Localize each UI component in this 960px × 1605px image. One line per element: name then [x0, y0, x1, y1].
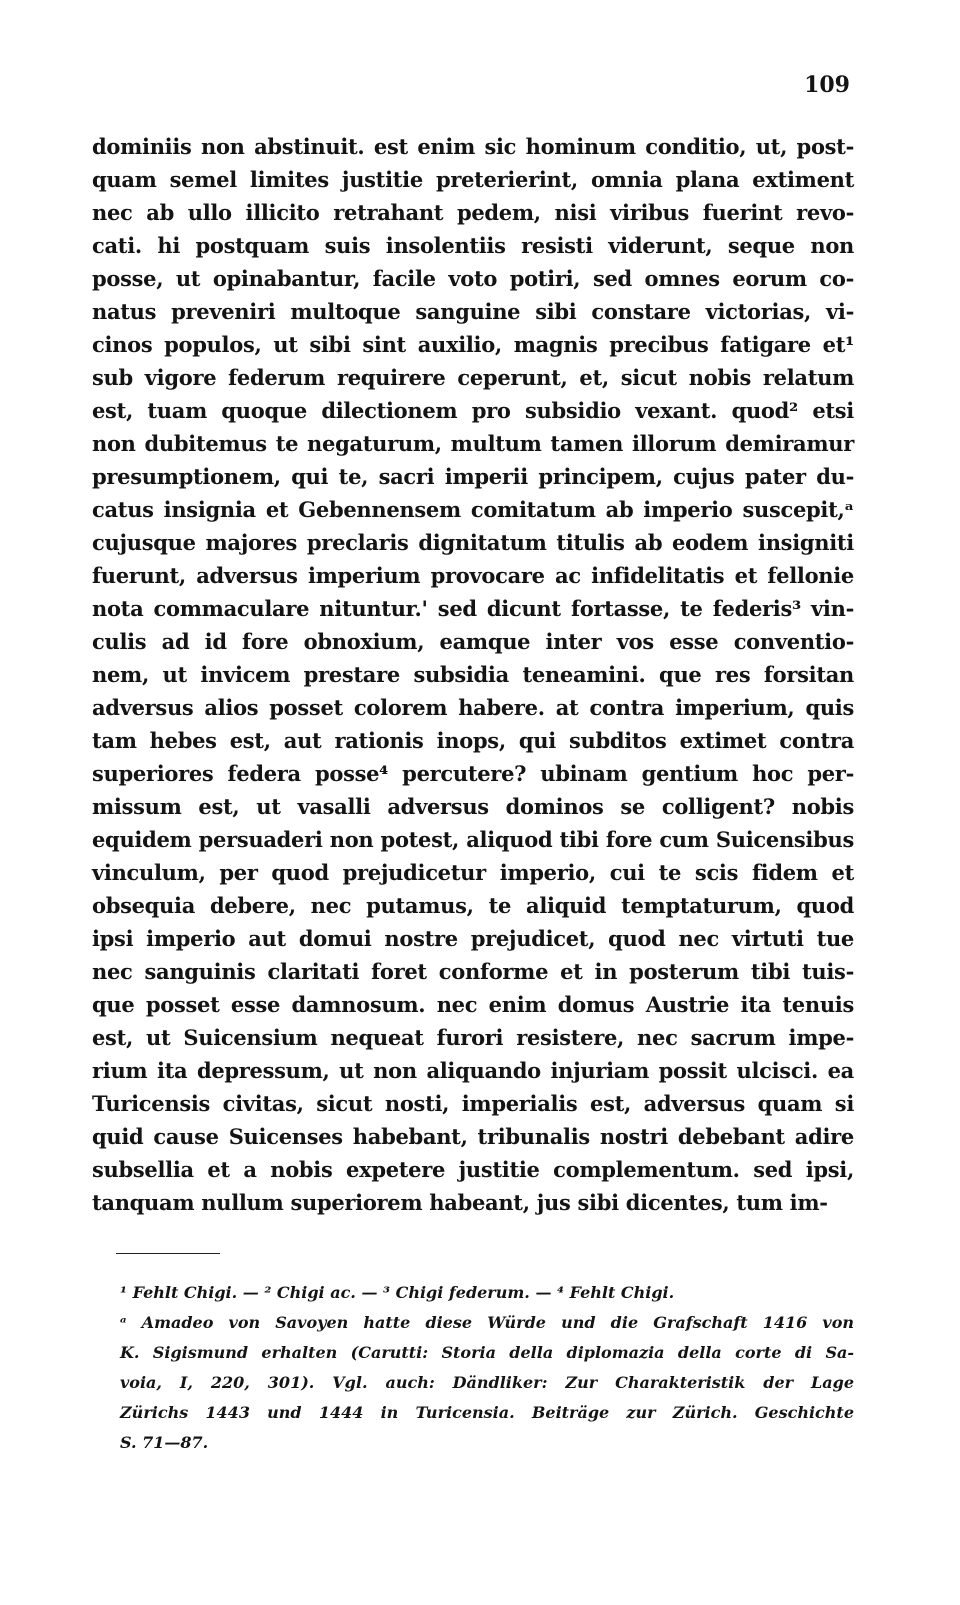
- footnote-a-continued: Zürichs 1443 und 1444 in Turicensia. Beiträge zur Zürich. Geschichte: [120, 1403, 854, 1422]
- body-line: sub vigore federum requirere ceperunt, et, sicut nobis relatum: [92, 365, 854, 390]
- body-line: fuerunt, adversus imperium provocare ac infidelitatis et fellonie: [92, 563, 854, 588]
- page-number: 109: [804, 72, 850, 98]
- body-line: nota commaculare nituntur.' sed dicunt fortasse, te federis³ vin-: [92, 596, 854, 621]
- body-line: non dubitemus te negaturum, multum tamen illorum demiramur: [92, 431, 854, 456]
- body-line: quam semel limites justitie preterierint, omnia plana extiment: [92, 167, 854, 192]
- body-line: missum est, ut vasalli adversus dominos se colligent? nobis: [92, 794, 854, 819]
- body-line: ipsi imperio aut domui nostre prejudicet, quod nec virtuti tue: [92, 926, 854, 951]
- body-line: tam hebes est, aut rationis inops, qui subditos extimet contra: [92, 728, 854, 753]
- body-line: obsequia debere, nec putamus, te aliquid temptaturum, quod: [92, 893, 854, 918]
- body-line: cati. hi postquam suis insolentiis resisti viderunt, seque non: [92, 233, 854, 258]
- body-line: est, ut Suicensium nequeat furori resistere, nec sacrum impe-: [92, 1025, 854, 1050]
- body-line: superiores federa posse⁴ percutere? ubinam gentium hoc per-: [92, 761, 854, 786]
- body-line: nec ab ullo illicito retrahant pedem, nisi viribus fuerint revo-: [92, 200, 854, 225]
- body-line: posse, ut opinabantur, facile voto potiri, sed omnes eorum co-: [92, 266, 854, 291]
- body-line: culis ad id fore obnoxium, eamque inter vos esse conventio-: [92, 629, 854, 654]
- footnote-a-continued: K. Sigismund erhalten (Carutti: Storia della diplomazia della corte di Sa-: [120, 1343, 854, 1362]
- footnote-a-continued: S. 71—87.: [120, 1433, 209, 1452]
- footnote-variants: ¹ Fehlt Chigi. — ² Chigi ac. — ³ Chigi federum. — ⁴ Fehlt Chigi.: [120, 1283, 675, 1302]
- body-line: vinculum, per quod prejudicetur imperio, cui te scis fidem et: [92, 860, 854, 885]
- body-line: que posset esse damnosum. nec enim domus Austrie ita tenuis: [92, 992, 854, 1017]
- body-line: adversus alios posset colorem habere. at contra imperium, quis: [92, 695, 854, 720]
- body-line: nem, ut invicem prestare subsidia teneamini. que res forsitan: [92, 662, 854, 687]
- body-line: tanquam nullum superiorem habeant, jus sibi dicentes, tum im-: [92, 1190, 828, 1215]
- body-text: [92, 130, 854, 1219]
- body-line: cujusque majores preclaris dignitatum titulis ab eodem insigniti: [92, 530, 854, 555]
- footnote-divider: [116, 1253, 220, 1254]
- body-line: rium ita depressum, ut non aliquando injuriam possit ulcisci. ea: [92, 1058, 854, 1083]
- body-line: dominiis non abstinuit. est enim sic hominum conditio, ut, post-: [92, 134, 854, 159]
- body-line: presumptionem, qui te, sacri imperii principem, cujus pater du-: [92, 464, 854, 489]
- body-line: catus insignia et Gebennensem comitatum ab imperio suscepit,ᵃ: [92, 497, 854, 522]
- footnote-a-continued: voia, I, 220, 301). Vgl. auch: Dändliker: Zur Charakteristik der Lage: [120, 1373, 854, 1392]
- body-line: nec sanguinis claritati foret conforme et in posterum tibi tuis-: [92, 959, 854, 984]
- body-line: natus preveniri multoque sanguine sibi constare victorias, vi-: [92, 299, 854, 324]
- body-line: quid cause Suicenses habebant, tribunalis nostri debebant adire: [92, 1124, 854, 1149]
- body-line: subsellia et a nobis expetere justitie complementum. sed ipsi,: [92, 1157, 854, 1182]
- body-line: est, tuam quoque dilectionem pro subsidio vexant. quod² etsi: [92, 398, 854, 423]
- body-line: Turicensis civitas, sicut nosti, imperialis est, adversus quam si: [92, 1091, 854, 1116]
- body-line: equidem persuaderi non potest, aliquod tibi fore cum Suicensibus: [92, 827, 854, 852]
- footnotes: [92, 1278, 854, 1458]
- footnote-a: ᵃ Amadeo von Savoyen hatte diese Würde und die Grafschaft 1416 von: [120, 1313, 854, 1332]
- body-line: cinos populos, ut sibi sint auxilio, magnis precibus fatigare et¹: [92, 332, 854, 357]
